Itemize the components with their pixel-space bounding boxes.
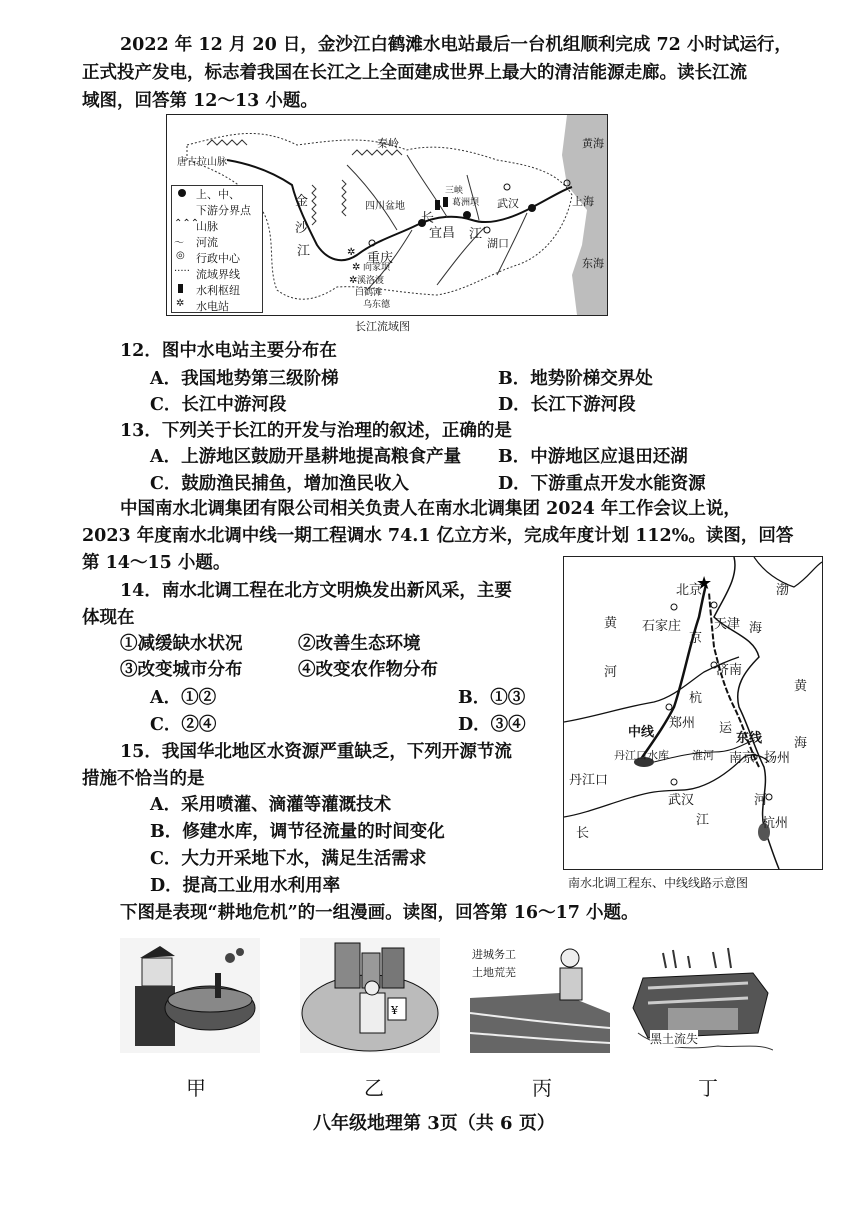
label-hai2: 海 <box>794 736 808 751</box>
label-wuhan: 武汉 <box>497 197 519 210</box>
ding-text: 黑土流失 <box>650 1032 699 1046</box>
legend-boundary-2: 下游分界点 <box>196 204 251 217</box>
label-huang2: 黄 <box>794 679 808 694</box>
label-chang: 长 <box>576 826 590 841</box>
label-danjiangkou: 丹江口 <box>569 773 609 788</box>
intro1-line3: 域图，回答第 12～13 小题。 <box>82 91 318 111</box>
label-sichuan: 四川盆地 <box>365 201 405 212</box>
q14-item-4: ④改变农作物分布 <box>298 660 438 680</box>
q13-option-d: D．下游重点开发水能资源 <box>498 474 706 494</box>
label-beijing: 北京 <box>676 583 703 598</box>
boundary-point-icon <box>178 189 186 197</box>
label-hang: 杭 <box>689 691 703 706</box>
intro1-line1: 2022 年 12 月 20 日，金沙江白鹤滩水电站最后一台机组顺利完成 72 小时试运行， <box>120 35 792 55</box>
label-shanghai: 上海 <box>572 195 594 208</box>
label-shijiazhuang: 石家庄 <box>642 619 682 634</box>
label-wuhan: 武汉 <box>668 793 695 808</box>
label-jing: 京 <box>689 631 703 646</box>
admin-centre-icon: ◎ <box>176 250 185 261</box>
river-icon: 〜 <box>174 238 184 249</box>
label-xiluodu: 溪洛渡 <box>357 276 385 286</box>
legend-mountain: 山脉 <box>196 220 218 233</box>
q15-stem-1: 15．我国华北地区水资源严重缺乏，下列开源节流 <box>120 742 512 762</box>
svg-text:✲: ✲ <box>349 275 358 286</box>
yangtze-basin-map <box>166 114 608 316</box>
q13-option-a: A．上游地区鼓励开垦耕地提高粮食产量 <box>150 447 462 467</box>
q14-item-3: ③改变城市分布 <box>120 660 243 680</box>
label-jiang2: 江 <box>469 227 483 242</box>
q14-option-d: D．③④ <box>458 715 526 735</box>
hydro-station-icon: ✲ <box>176 298 185 309</box>
svg-text:✲: ✲ <box>352 262 361 273</box>
label-zhengzhou: 郑州 <box>669 716 696 731</box>
q15-option-d: D．提高工业用水利用率 <box>150 876 341 896</box>
q14-option-b: B．①③ <box>458 688 526 708</box>
page-footer: 八年级地理第 3页（共 6 页） <box>313 1113 555 1134</box>
q15-option-a: A．采用喷灌、滴灌等灌溉技术 <box>150 795 392 815</box>
q12-option-d: D．长江下游河段 <box>498 395 636 415</box>
legend-hydro: 水电站 <box>196 300 229 313</box>
legend-admin: 行政中心 <box>196 252 240 265</box>
cartoon-yi-drawing <box>300 938 440 1053</box>
label-bo: 渤 <box>776 583 790 598</box>
cartoon-bing <box>470 938 610 1053</box>
legend-river: 河流 <box>196 236 218 249</box>
label-yangzhou: 扬州 <box>764 751 791 766</box>
legend-boundary-1: 上、中、 <box>196 188 240 201</box>
cartoon-jia-drawing <box>120 938 260 1053</box>
label-yichang: 宜昌 <box>429 226 456 241</box>
q12-option-c: C．长江中游河段 <box>150 395 287 415</box>
intro2-line3: 第 14～15 小题。 <box>82 553 231 573</box>
q13-option-c: C．鼓励渔民捕鱼，增加渔民收入 <box>150 474 409 494</box>
label-hangzhou: 杭州 <box>762 816 789 831</box>
cartoon-yi <box>300 938 440 1053</box>
q14-option-c: C．②④ <box>150 715 217 735</box>
q12-option-b: B．地势阶梯交界处 <box>498 369 653 389</box>
svg-text:★: ★ <box>696 573 713 594</box>
label-chongqing: 重庆 <box>367 251 394 266</box>
label-donghai: 东海 <box>582 257 604 270</box>
boundary-line-icon: ····· <box>174 266 190 277</box>
label-qinling: 秦岭 <box>377 137 399 150</box>
intro3-line1: 下图是表现“耕地危机”的一组漫画。读图，回答第 16～17 小题。 <box>120 903 639 923</box>
cartoon-ding <box>628 938 773 1053</box>
map2-caption: 南水北调工程东、中线线路示意图 <box>568 876 749 890</box>
intro2-line1: 中国南水北调集团有限公司相关负责人在南水北调集团 2024 年工作会议上说， <box>120 499 741 519</box>
label-jin: 金 <box>295 194 309 209</box>
label-he2: 河 <box>754 793 768 808</box>
label-tianjin: 天津 <box>714 617 741 632</box>
label-wudongde: 乌东德 <box>363 300 391 310</box>
q14-stem-1: 14．南水北调工程在北方文明焕发出新风采，主要 <box>120 581 512 601</box>
label-hukou: 湖口 <box>487 237 509 250</box>
map1-caption: 长江流域图 <box>355 320 410 333</box>
label-zhongxian: 中线 <box>628 725 655 740</box>
svg-text:✲: ✲ <box>347 247 356 258</box>
diversion-map <box>563 556 823 870</box>
label-jiang: 江 <box>696 813 710 828</box>
bing-text-1: 进城务工 <box>472 948 516 961</box>
q14-option-a: A．①② <box>150 688 217 708</box>
label-huanghai: 黄海 <box>582 137 604 150</box>
label-gezhouba: 葛洲坝 <box>452 198 480 208</box>
q15-option-c: C．大力开采地下水，满足生活需求 <box>150 849 427 869</box>
q13-option-b: B．中游地区应退田还湖 <box>498 447 688 467</box>
q15-option-b: B．修建水库，调节径流量的时间变化 <box>150 822 445 842</box>
label-dongxian: 东线 <box>736 731 763 746</box>
q14-item-1: ①减缓缺水状况 <box>120 634 243 654</box>
svg-text:¥: ¥ <box>391 1004 398 1017</box>
label-sanxia: 三峡 <box>445 186 464 196</box>
bing-text-2: 土地荒芜 <box>472 966 516 979</box>
dam-icon <box>178 284 183 293</box>
label-baihetan: 白鹤滩 <box>355 288 383 298</box>
intro2-line2: 2023 年度南水北调中线一期工程调水 74.1 亿立方米，完成年度计划 112%。读图，回答 <box>82 526 794 546</box>
label-huaihe: 淮河 <box>692 749 714 762</box>
q12-option-a: A．我国地势第三级阶梯 <box>150 369 339 389</box>
intro1-line2: 正式投产发电，标志着我国在长江之上全面建成世界上最大的清洁能源走廊。读长江流 <box>82 63 747 83</box>
label-chang: 长 <box>421 211 435 226</box>
q14-stem-2: 体现在 <box>82 608 135 628</box>
label-danjiangkou-reservoir: 丹江口水库 <box>614 749 669 762</box>
label-huang: 黄 <box>604 616 618 631</box>
map1-legend <box>171 185 263 313</box>
q15-stem-2: 措施不恰当的是 <box>82 769 205 789</box>
label-jinan: 济南 <box>716 663 743 678</box>
q13-stem: 13．下列关于长江的开发与治理的叙述，正确的是 <box>120 421 512 441</box>
label-hai: 海 <box>749 621 763 636</box>
label-bing: 丙 <box>532 1076 552 1100</box>
legend-boundary-line: 流域界线 <box>196 268 240 281</box>
label-nanjing: 南京 <box>729 751 756 766</box>
label-jiang: 江 <box>297 244 311 259</box>
label-sha: 沙 <box>295 221 309 236</box>
label-tanggula: 唐古拉山脉 <box>177 157 227 168</box>
mountain-icon: ⌃⌃⌃ <box>174 218 200 229</box>
label-jia: 甲 <box>186 1076 206 1100</box>
q14-item-2: ②改善生态环境 <box>298 634 421 654</box>
label-he: 河 <box>604 665 618 680</box>
label-yi: 乙 <box>364 1076 384 1100</box>
label-yun: 运 <box>719 721 733 736</box>
legend-dam: 水利枢纽 <box>196 284 240 297</box>
label-xiangjiaba: 向家坝 <box>363 263 391 273</box>
q12-stem: 12．图中水电站主要分布在 <box>120 341 337 361</box>
label-ding: 丁 <box>698 1076 718 1100</box>
cartoon-jia <box>120 938 260 1053</box>
